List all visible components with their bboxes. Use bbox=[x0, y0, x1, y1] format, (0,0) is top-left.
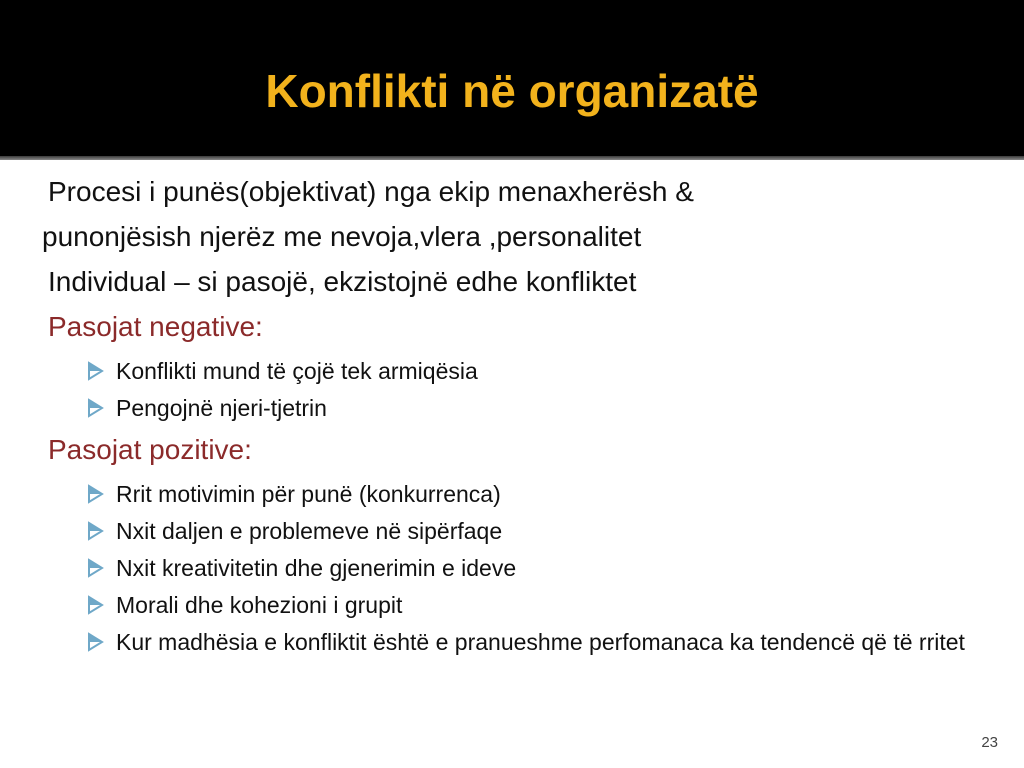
body-paragraph: punonjësish njerëz me nevoja,vlera ,personalitet bbox=[42, 221, 642, 252]
list-item bbox=[86, 627, 992, 657]
body-paragraph: Procesi i punës(objektivat) nga ekip menaxherësh & bbox=[48, 176, 694, 207]
positive-list bbox=[42, 479, 992, 657]
list-item-text: Morali dhe kohezioni i grupit bbox=[116, 592, 403, 618]
arrow-bullet-icon bbox=[86, 397, 106, 419]
list-item-text: Nxit daljen e problemeve në sipërfaqe bbox=[116, 518, 503, 544]
arrow-bullet-icon bbox=[86, 557, 106, 579]
arrow-bullet-icon bbox=[86, 520, 106, 542]
list-item-text: Rrit motivimin për punë (konkurrenca) bbox=[116, 481, 501, 507]
body-paragraph: Individual – si pasojë, ekzistojnë edhe konfliktet bbox=[48, 266, 637, 297]
slide-content bbox=[42, 168, 992, 664]
list-item bbox=[86, 479, 992, 509]
header-divider bbox=[0, 156, 1024, 160]
positive-heading: Pasojat pozitive: bbox=[48, 434, 252, 465]
list-item bbox=[86, 590, 992, 620]
arrow-bullet-icon bbox=[86, 631, 106, 653]
arrow-bullet-icon bbox=[86, 594, 106, 616]
list-item-text: Nxit kreativitetin dhe gjenerimin e ideve bbox=[116, 555, 517, 581]
list-item-text: Kur madhësia e konfliktit është e pranueshme perfomanaca ka tendencë që të rritet bbox=[116, 629, 965, 655]
list-item bbox=[86, 553, 992, 583]
negative-heading: Pasojat negative: bbox=[48, 311, 263, 342]
list-item-text: Pengojnë njeri-tjetrin bbox=[116, 395, 327, 421]
list-item bbox=[86, 356, 992, 386]
arrow-bullet-icon bbox=[86, 483, 106, 505]
list-item bbox=[86, 393, 992, 423]
negative-list bbox=[42, 356, 992, 423]
slide-title: Konflikti në organizatë bbox=[265, 65, 759, 117]
arrow-bullet-icon bbox=[86, 360, 106, 382]
list-item bbox=[86, 516, 992, 546]
list-item-text: Konflikti mund të çojë tek armiqësia bbox=[116, 358, 478, 384]
page-number: 23 bbox=[981, 734, 998, 751]
